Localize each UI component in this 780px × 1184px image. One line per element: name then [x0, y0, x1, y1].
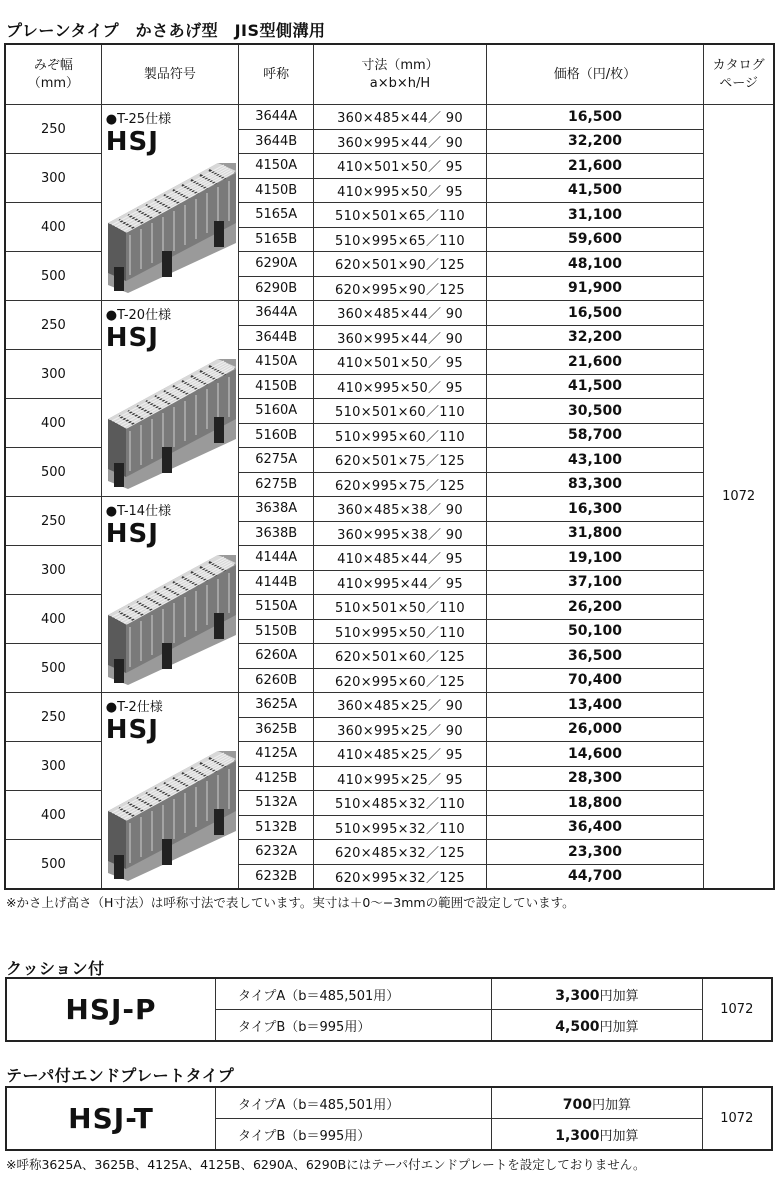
- price-cell: 32,200: [486, 325, 704, 350]
- product-cell: [101, 301, 238, 497]
- dimensions-cell: 620×501×90／125: [314, 252, 486, 277]
- code-cell: 3644B: [239, 129, 314, 154]
- price-cell: 16,300: [486, 497, 704, 522]
- code-cell: 6275B: [239, 472, 314, 497]
- table-row: [6, 978, 772, 1010]
- code-cell: 5160B: [239, 423, 314, 448]
- spec-label: ●T-14仕様: [105, 504, 172, 519]
- width-cell: 400: [5, 791, 101, 840]
- dimensions-cell: 620×485×32／125: [314, 840, 486, 865]
- width-cell: 250: [5, 497, 101, 546]
- price-cell: 58,700: [486, 423, 704, 448]
- price-cell: 70,400: [486, 668, 704, 693]
- price-cell: 26,200: [486, 595, 704, 620]
- code-cell: 5150B: [239, 619, 314, 644]
- dimensions-cell: 410×501×50／ 95: [314, 154, 486, 179]
- price-cell: 91,900: [486, 276, 704, 301]
- dimensions-cell: 620×501×75／125: [314, 448, 486, 473]
- code-cell: 4144B: [239, 570, 314, 595]
- product-cell: [101, 105, 238, 301]
- code-cell: 6290A: [239, 252, 314, 277]
- header-code: 呼称: [239, 44, 314, 105]
- cushion-table: [5, 977, 773, 1042]
- code-cell: 3625A: [239, 693, 314, 718]
- price-cell: 59,600: [486, 227, 704, 252]
- cushion-type-b: タイプB（b＝995用）: [215, 1010, 491, 1042]
- price-cell: 36,500: [486, 644, 704, 669]
- code-cell: 4125A: [239, 742, 314, 767]
- taper-title: テーパ付エンドプレートタイプ: [6, 1066, 235, 1085]
- header-price: 価格（円/枚）: [486, 44, 704, 105]
- cushion-catalog-page: 1072: [702, 978, 772, 1041]
- dimensions-cell: 510×501×60／110: [314, 399, 486, 424]
- code-cell: 6275A: [239, 448, 314, 473]
- width-cell: 250: [5, 693, 101, 742]
- price-cell: 14,600: [486, 742, 704, 767]
- brand-label: HSJ: [105, 127, 159, 157]
- product-cell: [101, 497, 238, 693]
- cushion-title: クッション付: [6, 959, 105, 978]
- price-cell: 31,100: [486, 203, 704, 228]
- dimensions-cell: 410×485×25／ 95: [314, 742, 486, 767]
- price-cell: 28,300: [486, 766, 704, 791]
- width-cell: 500: [5, 840, 101, 890]
- spec-label: ●T-2仕様: [105, 700, 163, 715]
- width-cell: 250: [5, 301, 101, 350]
- width-cell: 400: [5, 399, 101, 448]
- price-cell: 21,600: [486, 350, 704, 375]
- price-cell: 44,700: [486, 864, 704, 889]
- cushion-price-a: 3,300円加算: [492, 978, 702, 1010]
- dimensions-cell: 410×995×50／ 95: [314, 374, 486, 399]
- price-cell: 16,500: [486, 301, 704, 326]
- table-row: [5, 497, 774, 522]
- dimensions-cell: 410×995×50／ 95: [314, 178, 486, 203]
- spec-label: ●T-25仕様: [105, 112, 172, 127]
- width-cell: 500: [5, 252, 101, 301]
- code-cell: 5150A: [239, 595, 314, 620]
- header-catalog: カタログ ページ: [704, 44, 774, 105]
- code-cell: 3644B: [239, 325, 314, 350]
- price-cell: 83,300: [486, 472, 704, 497]
- code-cell: 4150B: [239, 374, 314, 399]
- dimensions-cell: 620×501×60／125: [314, 644, 486, 669]
- catalog-page-cell: 1072: [704, 105, 774, 890]
- width-cell: 500: [5, 448, 101, 497]
- dimensions-cell: 360×995×38／ 90: [314, 521, 486, 546]
- price-cell: 19,100: [486, 546, 704, 571]
- dimensions-cell: 410×501×50／ 95: [314, 350, 486, 375]
- code-cell: 6260A: [239, 644, 314, 669]
- taper-price-a: 700円加算: [492, 1087, 702, 1119]
- grating-picture: [106, 555, 236, 689]
- note-height: ※かさ上げ高さ（H寸法）は呼称寸法で表しています。実寸は＋0〜−3mmの範囲で設定しています。: [6, 895, 575, 910]
- page-title: プレーンタイプ かさあげ型 JIS型側溝用: [6, 21, 326, 40]
- code-cell: 4144A: [239, 546, 314, 571]
- dimensions-cell: 410×485×44／ 95: [314, 546, 486, 571]
- dimensions-cell: 510×501×65／110: [314, 203, 486, 228]
- taper-type-b: タイプB（b＝995用）: [215, 1119, 491, 1151]
- header-dimensions: 寸法（mm） a×b×h/H: [314, 44, 486, 105]
- price-cell: 48,100: [486, 252, 704, 277]
- dimensions-cell: 360×485×44／ 90: [314, 301, 486, 326]
- code-cell: 6232A: [239, 840, 314, 865]
- dimensions-cell: 620×995×75／125: [314, 472, 486, 497]
- dimensions-cell: 510×501×50／110: [314, 595, 486, 620]
- price-cell: 31,800: [486, 521, 704, 546]
- price-cell: 36,400: [486, 815, 704, 840]
- width-cell: 400: [5, 595, 101, 644]
- dimensions-cell: 510×995×65／110: [314, 227, 486, 252]
- code-cell: 5165A: [239, 203, 314, 228]
- dimensions-cell: 360×485×38／ 90: [314, 497, 486, 522]
- brand-label: HSJ: [105, 715, 159, 745]
- dimensions-cell: 510×995×60／110: [314, 423, 486, 448]
- price-cell: 41,500: [486, 374, 704, 399]
- code-cell: 6232B: [239, 864, 314, 889]
- dimensions-cell: 360×995×25／ 90: [314, 717, 486, 742]
- dimensions-cell: 510×995×32／110: [314, 815, 486, 840]
- dimensions-cell: 510×995×50／110: [314, 619, 486, 644]
- dimensions-cell: 620×995×32／125: [314, 864, 486, 889]
- code-cell: 6290B: [239, 276, 314, 301]
- code-cell: 3638B: [239, 521, 314, 546]
- price-cell: 30,500: [486, 399, 704, 424]
- width-cell: 300: [5, 154, 101, 203]
- grating-image: [106, 751, 236, 881]
- dimensions-cell: 410×995×25／ 95: [314, 766, 486, 791]
- taper-price-b: 1,300円加算: [492, 1119, 702, 1151]
- cushion-type-a: タイプA（b＝485,501用）: [215, 978, 491, 1010]
- price-cell: 16,500: [486, 105, 704, 130]
- dimensions-cell: 360×995×44／ 90: [314, 325, 486, 350]
- product-cell: [101, 693, 238, 890]
- table-row: [5, 301, 774, 326]
- dimensions-cell: 510×485×32／110: [314, 791, 486, 816]
- taper-catalog-page: 1072: [702, 1087, 772, 1150]
- price-cell: 43,100: [486, 448, 704, 473]
- header-width: みぞ幅 （mm）: [5, 44, 101, 105]
- code-cell: 5132A: [239, 791, 314, 816]
- grating-picture: [106, 163, 236, 297]
- price-cell: 13,400: [486, 693, 704, 718]
- price-cell: 23,300: [486, 840, 704, 865]
- note-taper: ※呼称3625A、3625B、4125A、4125B、6290A、6290Bにはテーパ付エンドプレートを設定しておりません。: [6, 1157, 646, 1172]
- grating-picture: [106, 751, 236, 885]
- width-cell: 500: [5, 644, 101, 693]
- code-cell: 4150A: [239, 154, 314, 179]
- dimensions-cell: 360×485×44／ 90: [314, 105, 486, 130]
- dimensions-cell: 620×995×60／125: [314, 668, 486, 693]
- code-cell: 4150B: [239, 178, 314, 203]
- price-cell: 18,800: [486, 791, 704, 816]
- code-cell: 5132B: [239, 815, 314, 840]
- price-table: [4, 43, 775, 890]
- taper-product-name: HSJ-T: [6, 1087, 215, 1150]
- dimensions-cell: 360×995×44／ 90: [314, 129, 486, 154]
- code-cell: 4125B: [239, 766, 314, 791]
- width-cell: 300: [5, 742, 101, 791]
- dimensions-cell: 360×485×25／ 90: [314, 693, 486, 718]
- spec-label: ●T-20仕様: [105, 308, 172, 323]
- grating-image: [106, 555, 236, 685]
- code-cell: 6260B: [239, 668, 314, 693]
- taper-table: [5, 1086, 773, 1151]
- code-cell: 3625B: [239, 717, 314, 742]
- dimensions-cell: 620×995×90／125: [314, 276, 486, 301]
- price-cell: 41,500: [486, 178, 704, 203]
- code-cell: 3644A: [239, 301, 314, 326]
- code-cell: 3644A: [239, 105, 314, 130]
- code-cell: 4150A: [239, 350, 314, 375]
- table-row: [5, 693, 774, 718]
- price-cell: 21,600: [486, 154, 704, 179]
- table-row: [5, 105, 774, 130]
- cushion-product-name: HSJ-P: [6, 978, 215, 1041]
- price-cell: 37,100: [486, 570, 704, 595]
- brand-label: HSJ: [105, 519, 159, 549]
- table-row: [6, 1087, 772, 1119]
- width-cell: 400: [5, 203, 101, 252]
- width-cell: 300: [5, 350, 101, 399]
- width-cell: 250: [5, 105, 101, 154]
- taper-type-a: タイプA（b＝485,501用）: [215, 1087, 491, 1119]
- grating-image: [106, 359, 236, 489]
- width-cell: 300: [5, 546, 101, 595]
- cushion-price-b: 4,500円加算: [492, 1010, 702, 1042]
- code-cell: 5165B: [239, 227, 314, 252]
- grating-image: [106, 163, 236, 293]
- table-header-row: [5, 44, 774, 105]
- price-cell: 26,000: [486, 717, 704, 742]
- dimensions-cell: 410×995×44／ 95: [314, 570, 486, 595]
- code-cell: 5160A: [239, 399, 314, 424]
- price-cell: 50,100: [486, 619, 704, 644]
- grating-picture: [106, 359, 236, 493]
- price-cell: 32,200: [486, 129, 704, 154]
- brand-label: HSJ: [105, 323, 159, 353]
- header-product: 製品符号: [101, 44, 238, 105]
- code-cell: 3638A: [239, 497, 314, 522]
